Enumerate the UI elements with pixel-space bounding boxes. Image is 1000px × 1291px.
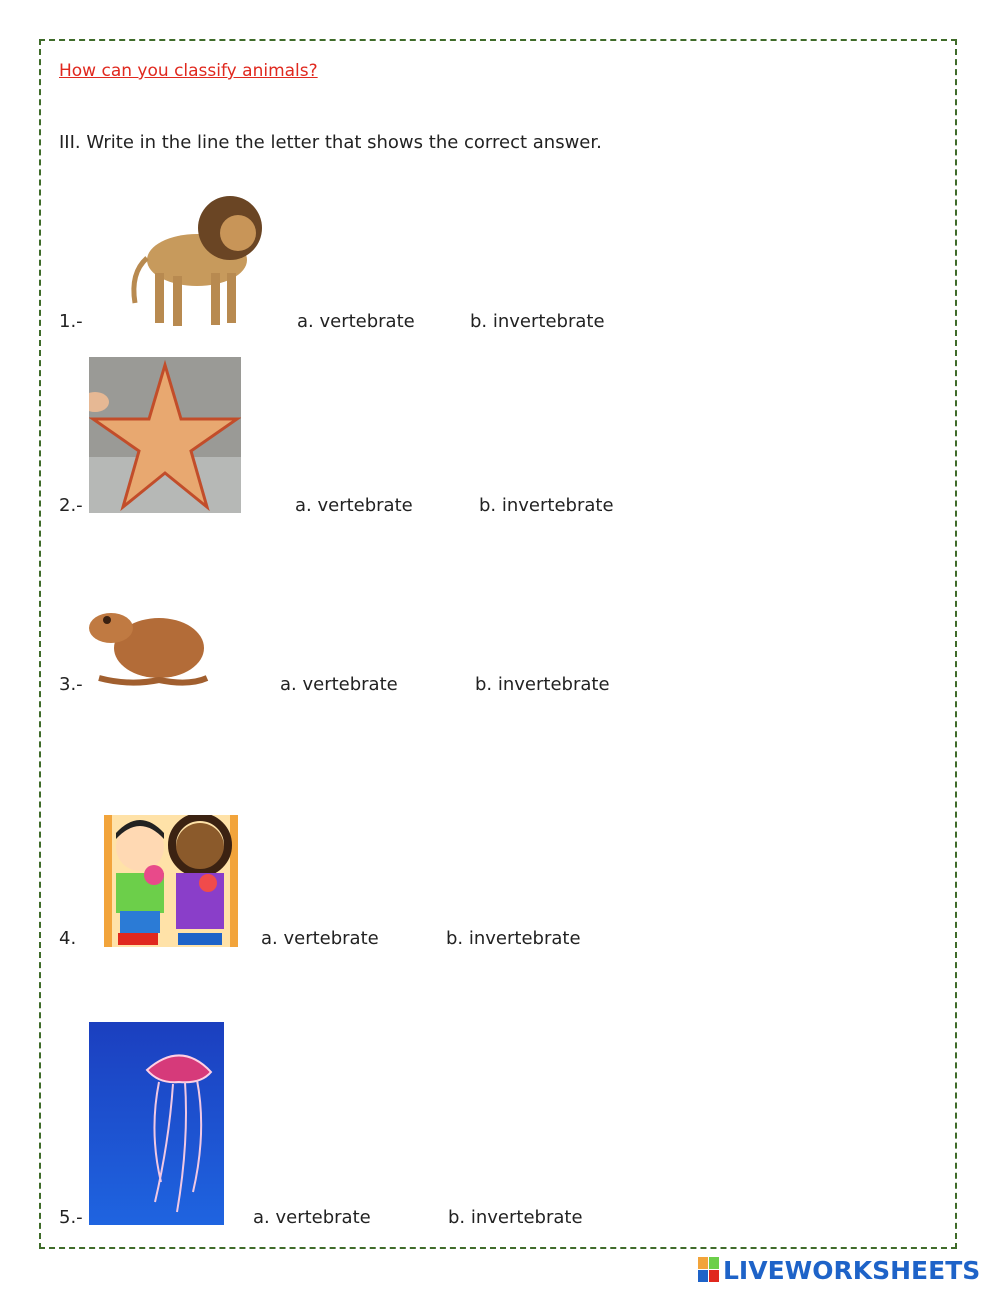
option-b[interactable]: b. invertebrate: [446, 928, 581, 949]
option-b[interactable]: b. invertebrate: [470, 311, 605, 332]
item-number: 1.-: [59, 311, 83, 332]
option-a[interactable]: a. vertebrate: [295, 495, 413, 516]
toad-image: [89, 598, 209, 690]
worksheet-title[interactable]: How can you classify animals?: [59, 61, 318, 81]
item-number: 2.-: [59, 495, 83, 516]
item-number: 4.: [59, 928, 77, 949]
item-number: 3.-: [59, 674, 83, 695]
option-a[interactable]: a. vertebrate: [261, 928, 379, 949]
lion-image: [105, 178, 280, 330]
option-a[interactable]: a. vertebrate: [253, 1207, 371, 1228]
instruction-text: III. Write in the line the letter that shows the correct answer.: [59, 132, 602, 153]
liveworksheets-mark-icon: [698, 1257, 720, 1283]
option-b[interactable]: b. invertebrate: [448, 1207, 583, 1228]
option-b[interactable]: b. invertebrate: [479, 495, 614, 516]
logo-text: LIVEWORKSHEETS: [723, 1255, 981, 1285]
children-cartoon-image: [104, 815, 238, 947]
liveworksheets-logo[interactable]: [698, 1255, 980, 1285]
option-a[interactable]: a. vertebrate: [297, 311, 415, 332]
jellyfish-image: [89, 1022, 224, 1225]
starfish-image: [89, 357, 241, 513]
item-number: 5.-: [59, 1207, 83, 1228]
option-a[interactable]: a. vertebrate: [280, 674, 398, 695]
option-b[interactable]: b. invertebrate: [475, 674, 610, 695]
